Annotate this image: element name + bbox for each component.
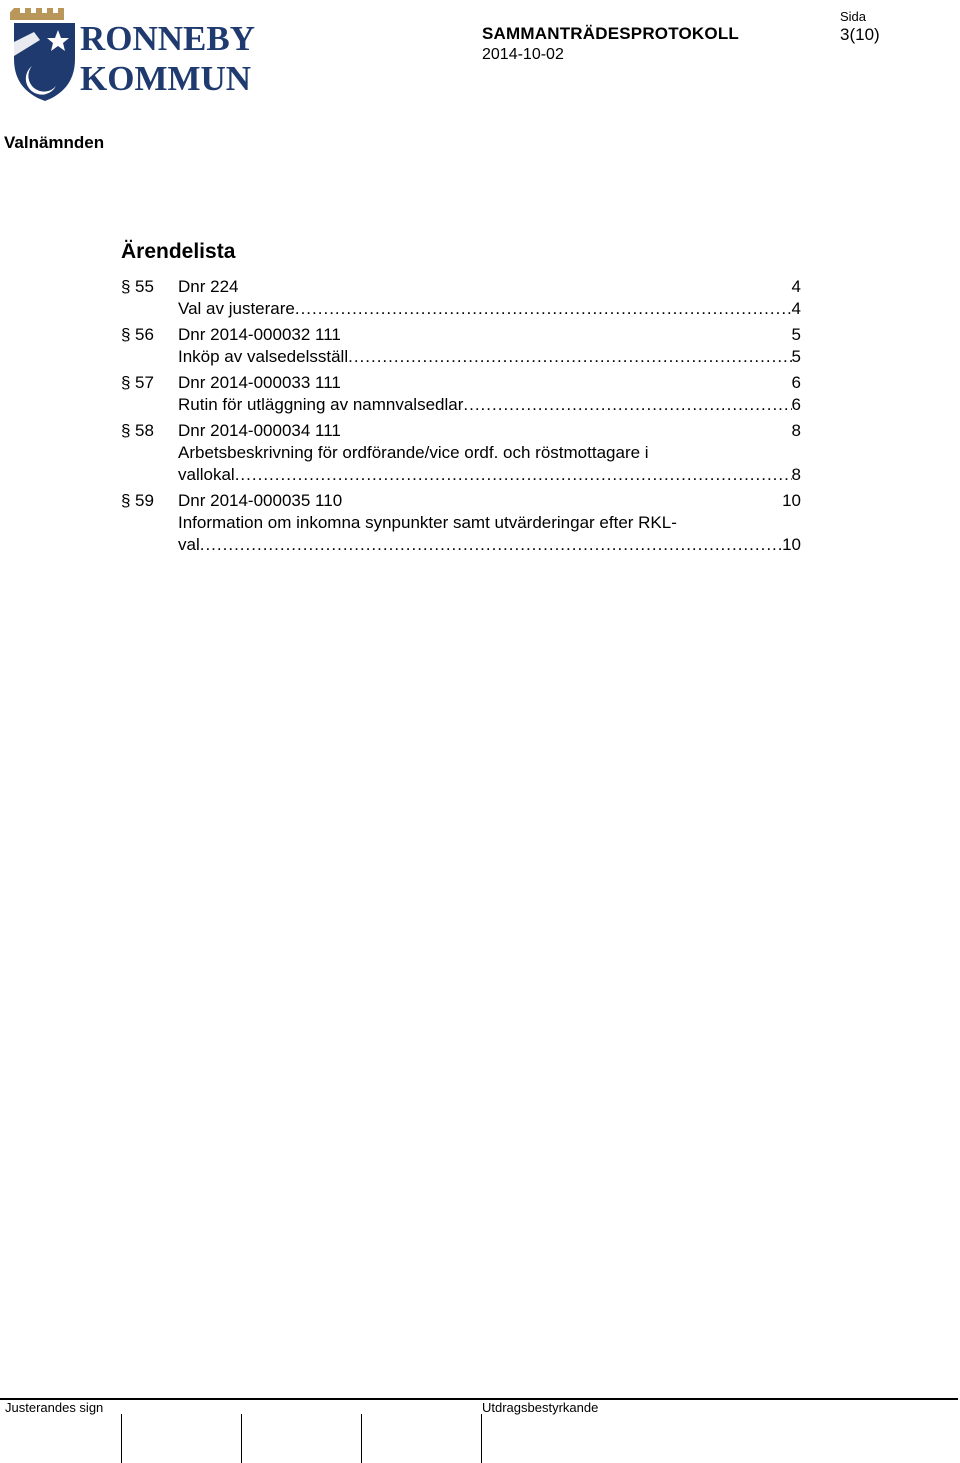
dot-leader bbox=[295, 298, 792, 320]
toc-entry[interactable] bbox=[121, 372, 801, 416]
toc-entry[interactable] bbox=[121, 276, 801, 320]
ronneby-kommun-logo bbox=[10, 4, 270, 104]
item-page: 5 bbox=[791, 325, 801, 344]
item-title-line: Information om inkomna synpunkter samt utvärderingar efter RKL- bbox=[178, 513, 677, 532]
toc-entry[interactable] bbox=[121, 490, 801, 556]
item-page-ref: 5 bbox=[791, 347, 801, 366]
section-symbol: § bbox=[121, 373, 131, 392]
item-page-ref: 10 bbox=[782, 535, 801, 554]
section-symbol: § bbox=[121, 325, 131, 344]
toc-entry[interactable] bbox=[121, 420, 801, 486]
item-page-ref: 8 bbox=[791, 465, 801, 484]
item-title: Inköp av valsedelsställ bbox=[178, 347, 349, 366]
signature-box-divider bbox=[121, 1414, 122, 1463]
item-page: 8 bbox=[791, 421, 801, 440]
dot-leader bbox=[235, 464, 792, 486]
coat-of-arms-icon bbox=[10, 4, 270, 104]
item-title: Val av justerare bbox=[178, 299, 295, 318]
item-title-line: Arbetsbeskrivning för ordförande/vice ordf. och röstmottagare i bbox=[178, 443, 649, 462]
dot-leader bbox=[348, 346, 791, 368]
toc-list bbox=[121, 276, 801, 560]
certification-label: Utdragsbestyrkande bbox=[482, 1400, 599, 1415]
item-title: vallokal bbox=[178, 465, 235, 484]
municipality-name-line1: RONNEBY bbox=[80, 19, 256, 58]
item-page: 10 bbox=[782, 491, 801, 510]
municipality-name-line2: KOMMUN bbox=[80, 59, 252, 98]
signature-box-divider bbox=[481, 1414, 482, 1463]
dot-leader bbox=[463, 394, 791, 416]
item-page: 4 bbox=[791, 277, 801, 296]
footer-divider bbox=[0, 1398, 958, 1400]
diary-number: Dnr 2014-000032 111 bbox=[178, 325, 341, 344]
item-page-ref: 6 bbox=[791, 395, 801, 414]
item-title: Rutin för utläggning av namnvalsedlar bbox=[178, 395, 464, 414]
section-symbol: § bbox=[121, 421, 131, 440]
item-number: 56 bbox=[135, 325, 154, 344]
diary-number: Dnr 2014-000034 111 bbox=[178, 421, 341, 440]
document-type: SAMMANTRÄDESPROTOKOLL bbox=[482, 24, 739, 43]
dot-leader bbox=[200, 534, 782, 556]
page-label: Sida bbox=[840, 9, 867, 24]
meeting-date: 2014-10-02 bbox=[482, 46, 564, 63]
toc-title: Ärendelista bbox=[121, 240, 236, 263]
signature-box-divider bbox=[361, 1414, 362, 1463]
item-number: 59 bbox=[135, 491, 154, 510]
committee-name: Valnämnden bbox=[4, 133, 105, 152]
toc-entry[interactable] bbox=[121, 324, 801, 368]
item-title: val bbox=[178, 535, 200, 554]
item-number: 55 bbox=[135, 277, 154, 296]
item-page-ref: 4 bbox=[791, 299, 801, 318]
page-number: 3(10) bbox=[840, 25, 880, 44]
item-number: 57 bbox=[135, 373, 154, 392]
section-symbol: § bbox=[121, 491, 131, 510]
item-page: 6 bbox=[791, 373, 801, 392]
diary-number: Dnr 2014-000035 110 bbox=[178, 491, 343, 510]
diary-number: Dnr 224 bbox=[178, 277, 239, 296]
diary-number: Dnr 2014-000033 111 bbox=[178, 373, 341, 392]
section-symbol: § bbox=[121, 277, 131, 296]
signature-box-divider bbox=[241, 1414, 242, 1463]
item-number: 58 bbox=[135, 421, 154, 440]
signature-label: Justerandes sign bbox=[5, 1400, 104, 1415]
